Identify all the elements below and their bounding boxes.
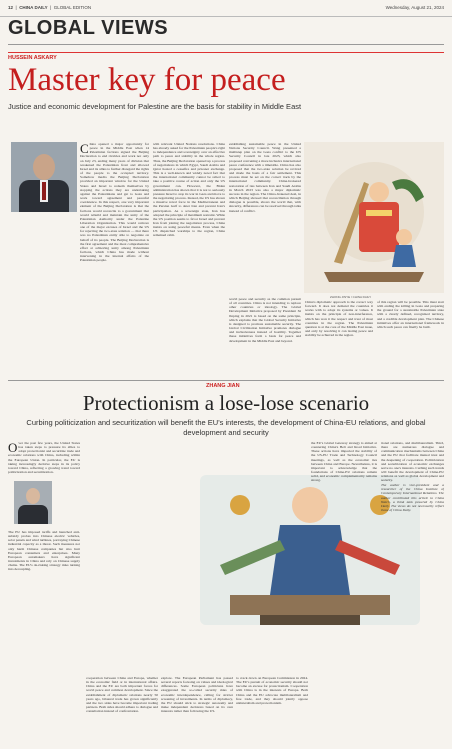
article1-col1-text: hina opened a major opportunity for peace in the Middle East when 14 Palestinian factions signed the Beijing Declaration to end rivalries and work not only on July 23, ending many years of division that weakened the Palestinian front and allowed Israel and its allies to further disregard the rights of the people to the occupied territory. Somehow media the Beijing Declaration provided an important window for the United States and Israel to redeem themselves by stopping the actions they are undertaking against the Palestinians and get to Gaza and work toward agreement and peaceful coexistence. In this respect, one very important element of the Beijing Declaration is that the factions would reconcile to a government that would rebuild and maintain the unity of the Palestinian Authority under the Palestine Liberation Organization. This would remove one of the major excuses of Israel and the US for rejecting the two-state solution — that there was no Palestinian entity able to negotiate on behalf of its people. The Beijing Declaration is the first agreement and the most comprehensive effort at achieving unity among Palestinian factions, which China has made without intervening in the internal affairs of the Palestinian people. bbox=[80, 142, 149, 263]
article2-author-note: The author is vice-president and a researcher of the China Institute of Contemporary International Relations. The author contributed this article to China Watch, a think tank powered by China Daily. The views do not necessarily reflect those of China Daily. bbox=[381, 483, 444, 512]
article2-column bbox=[381, 441, 444, 741]
article1-column bbox=[80, 142, 149, 374]
article2-subheadline: Curbing politicization and securitization will benefit the EU's interests, the development of China-EU relations, and global development and security bbox=[26, 418, 426, 437]
article2-col7-text: tional relations, and multilateralism. Third, there are numerous dialogue and communication mechanisms between China and the EU that facilitate mutual trust and the deepening of cooperation. Politicization and securitization of economic exchanges serve no one's interests. Curbing such trends will benefit the development of China-EU relations as well as global development and security. bbox=[381, 441, 444, 483]
header-left: 12 | CHINA DAILY | GLOBAL EDITION bbox=[8, 5, 92, 10]
article1-column bbox=[153, 142, 225, 374]
article2-col4-text: explore. The European Parliament has passed several reports focusing on values and ideological differences. Some European politicians have exaggerated the so-called security risks of economic interdependence, calling for stricter screening of investments. In terms of diplomacy, the EU should stick to strategic autonomy and make independent decisions based on its own interests rather than following the US. bbox=[161, 676, 233, 714]
date-label: Wednesday, August 21, 2024 bbox=[385, 5, 444, 10]
article1-headline: Master key for peace bbox=[8, 62, 286, 98]
article2-col5-text: to crack down on European Commission in 2024. The EU's pursuit of economic security should not become an excuse for protectionism. Cooperation with China is in the interests of Europe. Both China and the EU advocate multilateralism and free trade, and they should jointly oppose unilateralism and protectionism. bbox=[236, 676, 308, 705]
article1-author: HUSSEIN ASKARY bbox=[8, 55, 57, 61]
article1-column bbox=[305, 300, 373, 376]
article2-headline: Protectionism a lose-lose scenario bbox=[82, 391, 370, 415]
paper-name: CHINA DAILY bbox=[19, 5, 48, 10]
article2-col2-text: The EU has imposed tariffs and launched anti-subsidy probes into Chinese electric vehicles, solar panels and wind turbines, portraying Chinese industrial capacity as a threat. Such measures not only harm Chinese companies but also hurt European consumers and enterprises. Many European automakers have significant investments in China and rely on Chinese supply chains. The EU's de-risking strategy risks turning into decoupling. bbox=[8, 530, 80, 572]
page-number: 12 bbox=[8, 5, 14, 10]
article2-column bbox=[8, 530, 80, 742]
article1-col4-text: world peace and security as the common pursuit of all countries. China is not intending to replace other countries or ideology. The Global Development Initiative proposed by President Xi Jinping in 2021 is based on the same principle, which explains that the Global Security Initiative is designed to promote sustainable security. The Global Civilization Initiative promotes dialogue and inclusiveness instead of hostility. Together these initiatives form a basis for peace and development in the Middle East and beyond. bbox=[229, 297, 301, 343]
author-photo bbox=[14, 481, 52, 524]
article1-col5-text: China's diplomatic approach is the correct way forward. It does not demand the countries it works with to adopt its systems or values. It insists on the principle of non-interference, which has won it the respect and trust of most countries in the region. The Palestinian question is at the core of the Middle East issue, and only by resolving it can lasting peace and stability be achieved in the region. bbox=[305, 300, 373, 338]
header-right bbox=[386, 5, 444, 10]
section-title: GLOBAL VIEWS bbox=[8, 17, 169, 39]
section-label: GLOBAL EDITION bbox=[53, 5, 92, 10]
drop-cap: C bbox=[80, 142, 89, 156]
illustration-credit: ZHONG JINYE / CHINA DAILY bbox=[330, 295, 372, 299]
article1-col2-text: with relevant United Nations resolutions. China has already asked for the Palestinian people's right to independence and sovereignty over an effective path to peace and stability in the whole region. Thus, the Beijing Declaration opened up a process of negotiations in which Egypt, Saudi Arabia and Qatar hosted a ceasefire and prisoner exchange. This is a well-known and widely noted fact that the international community cannot be relied to take a positive course of action and only the US government can. However, the Biden administration has shown that it is not to seriously pressure Israel to stop its war in Gaza and move to the negotiating process. Instead, the US has shown a massive naval force in the Mediterranean and the Persian Gulf to deter Iran and prevent Iran's participation. As a sovereign state, Iran has adopted the principle of maximum restraint. While the US position seems to favor Israel and prevent Iran from joining the negotiation process, China insists on using peaceful means. Even when the US dispatched warships to the region, China remained calm. bbox=[153, 142, 225, 238]
article2-author: ZHANG JIAN bbox=[206, 383, 240, 389]
article2-col6-text: the EU's Global Gateway strategy is aimed at countering China's Belt and Road Initiative. These actions have impacted the stability of the US-EU Trade and Technology Council meetings, as well as the economic ties between China and Europe. Nevertheless, it is important to acknowledge that the foundations of China-EU relations remain solid, and economic complementarity remains strong. bbox=[311, 441, 377, 483]
article1-col3-text: establishing sustainable peace in the United Nations Security Council. Wang presented a multistep plan on the Gaza conflict to the UN Security Council in late 2023, which also proposed convening a more inclusive international peace conference with a timetable. China has also proposed that the two-state solution be revived and made the basis of a fair settlement. This process must be set on the correct track by the international community. China-brokered restoration of ties between Iran and Saudi Arabia in March 2023 was also a major diplomatic success in the region. The China-brokered deal, in which Beijing showed that reconciliation through dialogue is possible, shows the world that, with sincerity, differences can be resolved through talks instead of conflict. bbox=[229, 142, 301, 213]
article2-column bbox=[161, 676, 233, 742]
divider bbox=[8, 52, 444, 53]
article1-column bbox=[229, 297, 301, 375]
article2-col1-text: ver the past few years, the United States has taken steps to pressure its allies to adopt protectionist and securitize trade and economic relations with China, including within the European Union. In particular, the EU is taking increasingly decisive steps in its policy toward China, reflecting a growing trend toward politicization and securitization. bbox=[8, 441, 80, 475]
divider bbox=[8, 380, 444, 381]
article1-subheadline: Justice and economic development for Palestine are the basis for stability in Middle East bbox=[8, 102, 302, 111]
article1-col6-text: of this region will be possible. This must start with ending the killing in Gaza and preparing the ground for a sustainable Palestinian state with a clearly defined, recognized territory, and a credible development plan. The Chinese initiatives offer an international framework in which such peace can finally be built. bbox=[377, 300, 444, 329]
article1-illustration bbox=[304, 142, 444, 293]
article1-column bbox=[377, 300, 444, 376]
article2-col3-text: cooperation between China and Europe, whether in the economic field or in international affairs. China and the EU are both important forces for world peace and common development. Since the establishment of diplomatic relations nearly 50 years ago, bilateral trade has grown significantly and the two sides have become important trading partners. Both sides should adhere to dialogue and consultation instead of confrontation. bbox=[86, 676, 158, 714]
page-header bbox=[0, 0, 452, 17]
author-photo bbox=[11, 142, 77, 212]
article2-column bbox=[311, 441, 377, 741]
drop-cap: O bbox=[8, 441, 18, 455]
article2-column bbox=[236, 676, 308, 742]
divider bbox=[8, 44, 444, 45]
article2-column bbox=[86, 676, 158, 742]
